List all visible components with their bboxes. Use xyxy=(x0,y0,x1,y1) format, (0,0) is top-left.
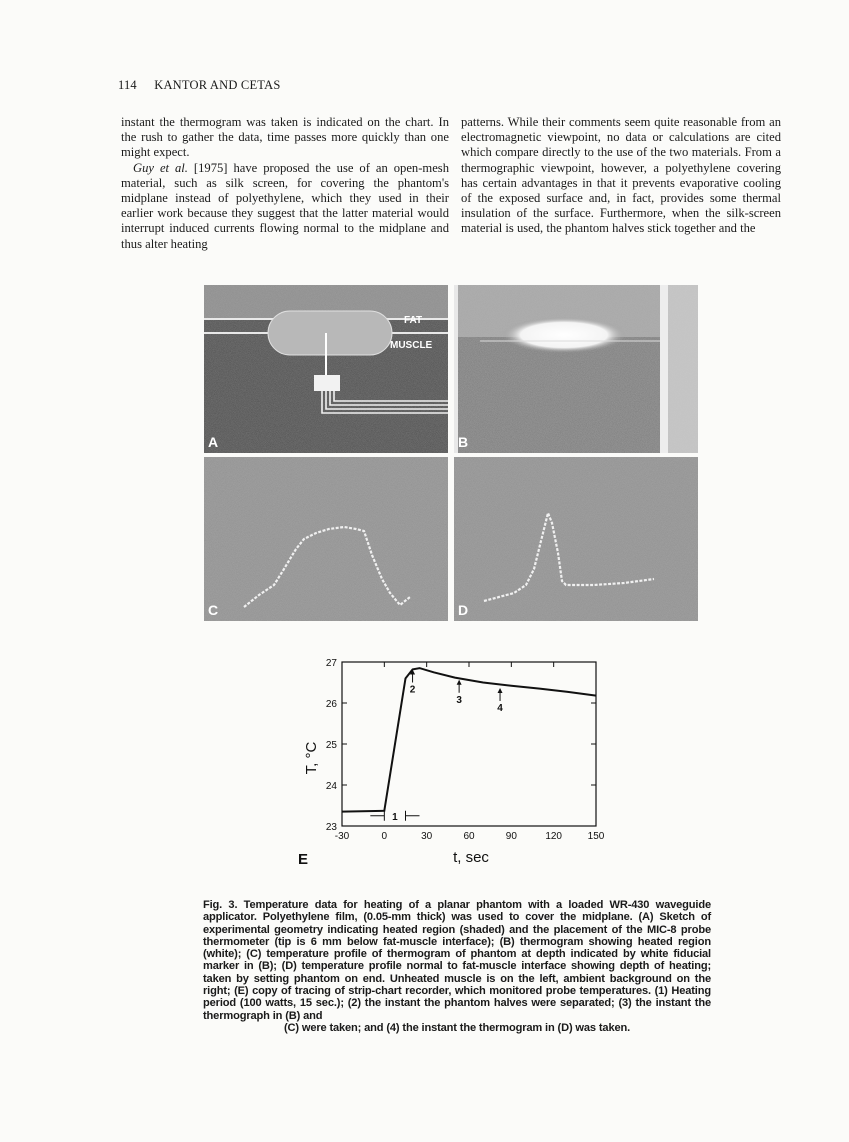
annotation-arrowhead xyxy=(498,688,503,693)
panel-b-thermogram xyxy=(454,285,698,453)
left-column xyxy=(121,115,449,252)
panel-e-chart xyxy=(296,650,616,875)
panel-c-profile xyxy=(204,457,448,621)
muscle-label: MUSCLE xyxy=(390,340,433,351)
figure-caption xyxy=(203,899,711,1034)
y-tick-label: 24 xyxy=(325,781,337,792)
panel-d-label: D xyxy=(458,602,469,618)
y-tick-label: 23 xyxy=(325,822,337,833)
panel-a-sketch xyxy=(204,285,448,453)
y-axis-label: T, °C xyxy=(303,741,320,775)
right-column xyxy=(461,115,781,237)
running-title: KANTOR AND CETAS xyxy=(154,78,281,92)
x-tick-label: 30 xyxy=(421,831,433,842)
left-paragraph-2-text: [1975] have proposed the use of an open-mesh material, such as silk screen, for covering the phantom's midplane instead of polyethylene, which they used in their earlier work because they suggest that the latter material would interrupt induced currents flowing normal to the midplane and thus alter heating xyxy=(121,160,449,251)
x-tick-label: 120 xyxy=(545,831,563,842)
left-paragraph-2 xyxy=(121,161,449,252)
temperature-line xyxy=(342,668,596,812)
annotation-label: 1 xyxy=(392,811,398,823)
x-tick-label: 150 xyxy=(587,831,605,842)
page-number: 114 xyxy=(118,78,137,92)
panel-c-label: C xyxy=(208,602,219,618)
panel-a-label: A xyxy=(208,434,219,450)
x-tick-label: 60 xyxy=(463,831,475,842)
x-axis-label: t, sec xyxy=(453,849,489,866)
fat-label: FAT xyxy=(404,315,423,326)
panel-d-profile xyxy=(454,457,698,621)
chart-axes xyxy=(342,662,596,826)
right-paragraph: patterns. While their comments seem quite reasonable from an electromagnetic viewpoint, no data or calculations are cited which compare directly to the use of the two materials. From a thermographic viewpoint, however, a polyethylene covering has certain advantages in that it prevents evaporative cooling of the exposed surface and, in fact, provides some thermal insulation of the surface. Furthermore, when the silk-screen material is used, the phantom halves stick together and the xyxy=(461,115,781,236)
x-tick-labels xyxy=(335,831,605,842)
left-paragraph-1: instant the thermogram was taken is indicated on the chart. In the rush to gather the data, time passes more quickly than one might expect. xyxy=(121,115,449,160)
plot-frame xyxy=(342,662,596,826)
citation: Guy et al. xyxy=(133,160,188,175)
caption-last-line: (C) were taken; and (4) the instant the thermogram in (D) was taken. xyxy=(283,1021,631,1034)
panel-b-label: B xyxy=(458,434,469,450)
y-tick-label: 27 xyxy=(325,658,337,669)
y-tick-label: 26 xyxy=(325,699,337,710)
y-tick-label: 25 xyxy=(325,740,337,751)
x-tick-label: -30 xyxy=(334,831,350,842)
panel-e-label: E xyxy=(298,851,309,868)
annotation-label: 3 xyxy=(456,694,462,706)
caption-main: Fig. 3. Temperature data for heating of a planar phantom with a loaded WR-430 waveguide applicator. Polyethylene film, (0.05-mm thick) was used to cover the midplane. (A) Sketch of experimental geometry indicating heated region (shaded) and the placement of the MIC-8 probe thermometer (tip is 6 mm below fat-muscle interface); (B) thermogram showing heated region (white); (C) temperature profile of thermogram of phantom at depth indicated by white fiducial marker in (B); (D) temperature profile normal to fat-muscle interface showing depth of heating; taken by setting phantom on end. Unheated muscle is on the left, ambient background on the right; (E) copy of tracing of strip-chart recorder, which monitored probe temperatures. (1) Heating period (100 watts, 15 sec.); (2) the instant the phantom halves were separated; (3) the instant the thermograph in (B) and xyxy=(203,899,711,1022)
running-header xyxy=(118,78,281,93)
annotation-label: 4 xyxy=(497,702,503,714)
x-tick-label: 0 xyxy=(381,831,388,842)
y-tick-labels xyxy=(326,658,338,833)
x-tick-label: 90 xyxy=(505,831,517,842)
annotation-label: 2 xyxy=(409,684,416,696)
chart-annotations xyxy=(370,670,503,823)
annotation-arrowhead xyxy=(457,680,462,685)
